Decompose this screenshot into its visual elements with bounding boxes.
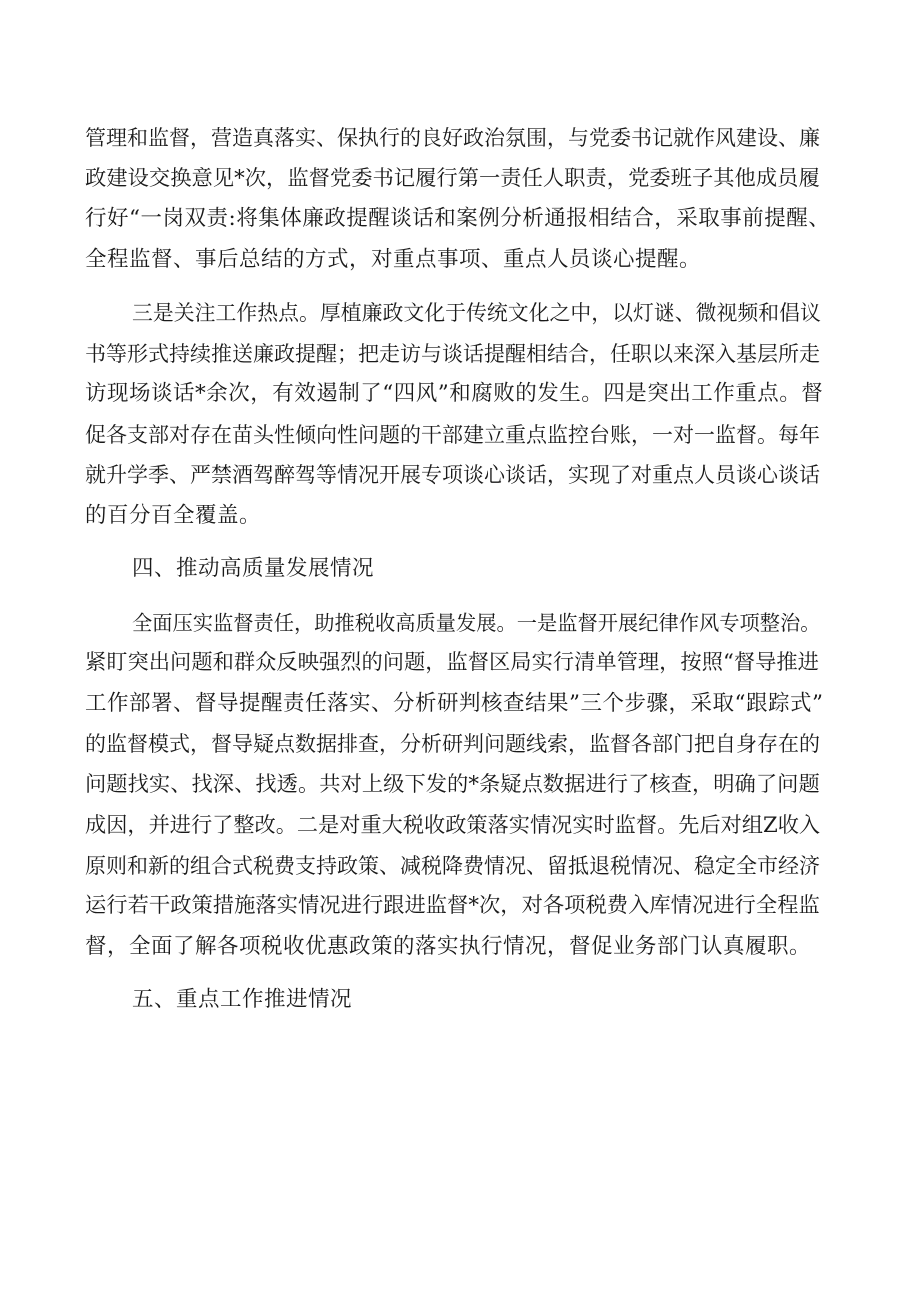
paragraph-discipline-supervision — [85, 118, 837, 280]
text-line: 工作部署、督导提醒责任落实、分析研判核查结果”三个步骤，采取“跟踪式” — [85, 690, 824, 716]
text-line: 的百分百全覆盖。 — [85, 502, 262, 528]
section-heading-5: 五、重点工作推进情况 — [132, 987, 353, 1012]
text-line: 管理和监督，营造真落实、保执行的良好政治氛围，与党委书记就作风建设、廉 — [85, 126, 820, 150]
text-line: 的监督模式，督导疑点数据排查，分析研判问题线索，监督各部门把自身存在的 — [85, 732, 820, 756]
text-line: 全面压实监督责任，助推税收高质量发展。一是监督开展纪律作风专项整治。 — [132, 610, 821, 635]
paragraph-work-hotspots — [85, 293, 837, 536]
document-page — [85, 118, 837, 1021]
text-line: 书等形式持续推送廉政提醒；把走访与谈话提醒相结合，任职以来深入基层所走 — [85, 341, 820, 366]
text-line: 就升学季、严禁酒驾醉驾等情况开展专项谈心谈话，实现了对重点人员谈心谈话 — [85, 463, 820, 487]
text-line: 政建设交换意见*次，监督党委书记履行第一责任人职责，党委班子其他成员履 — [85, 165, 820, 191]
text-line: 原则和新的组合式税费支持政策、减税降费情况、留抵退税情况、稳定全市经济 — [85, 853, 820, 878]
text-line: 督，全面了解各项税收优惠政策的落实执行情况，督促业务部门认真履职。 — [85, 933, 812, 959]
text-line: 紧盯突出问题和群众反映强烈的问题，监督区局实行清单管理，按照“督导推进 — [85, 650, 819, 675]
text-line: 三是关注工作热点。厚植廉政文化于传统文化之中，以灯谜、微视频和倡议 — [132, 301, 821, 325]
text-line: 促各支部对存在苗头性倾向性问题的干部建立重点监控台账，一对一监督。每年 — [85, 422, 820, 447]
text-line: 运行若干政策措施落实情况进行跟进监督*次，对各项税费入库情况进行全程监 — [85, 893, 820, 918]
text-line: 成因，并进行了整改。二是对重大税收政策落实情况实时监督。先后对组Z收入 — [85, 812, 821, 837]
section-heading-4: 四、推动高质量发展情况 — [132, 556, 375, 581]
text-line: 访现场谈话*余次，有效遏制了“四风”和腐败的发生。四是突出工作重点。督 — [85, 381, 824, 406]
paragraph-high-quality-development — [85, 603, 837, 968]
text-line: 问题找实、找深、找透。共对上级下发的*条疑点数据进行了核查，明确了问题 — [85, 771, 820, 797]
text-line: 行好“一岗双责:将集体廉政提醒谈话和案例分析通报相结合，采取事前提醒、 — [85, 206, 831, 231]
text-line: 全程监督、事后总结的方式，对重点事项、重点人员谈心提醒。 — [85, 246, 702, 272]
